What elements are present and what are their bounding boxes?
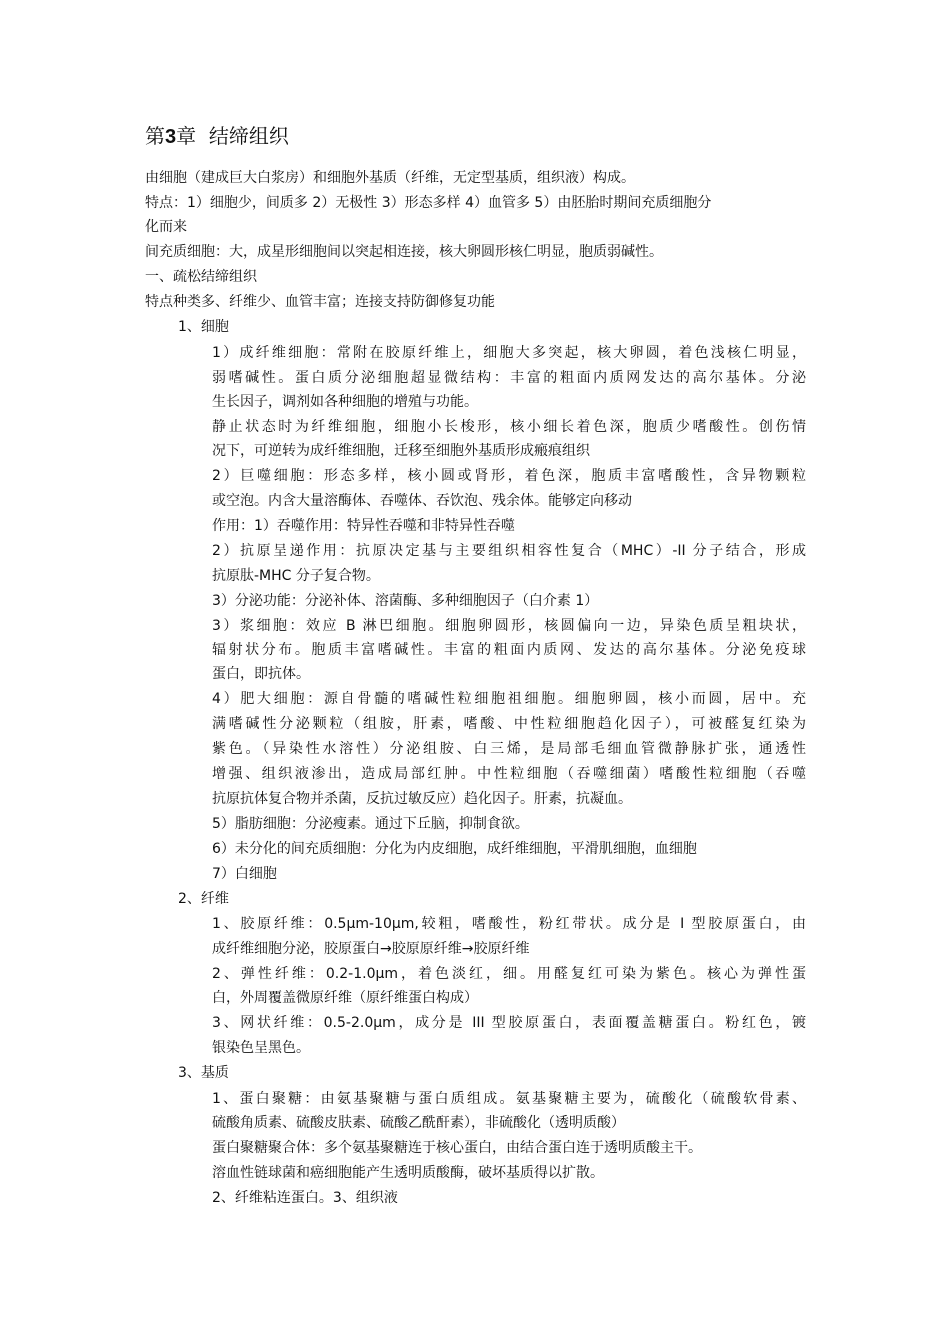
text-line: 况下，可逆转为成纤维细胞，迁移至细胞外基质形成瘢痕组织	[212, 443, 590, 459]
chapter-prefix: 第	[145, 124, 165, 148]
text-line: 辐射状分布。胞质丰富嗜碱性。丰富的粗面内质网、发达的高尔基体。分泌免疫球	[212, 642, 806, 658]
text-line: 静止状态时为纤维细胞，细胞小长梭形，核小细长着色深，胞质少嗜酸性。创伤情	[212, 419, 806, 435]
text-line: 弱嗜碱性。蛋白质分泌细胞超显微结构：丰富的粗面内质网发达的高尔基体。分泌	[212, 370, 806, 386]
text-line: 2、纤维粘连蛋白。3、组织液	[212, 1190, 398, 1206]
text-line: 1、胶原纤维：0.5μm-10μm,较粗，嗜酸性，粉红带状。成分是 I 型胶原蛋白，由	[212, 916, 806, 932]
text-line: 白，外周覆盖微原纤维（原纤维蛋白构成）	[212, 990, 478, 1006]
features-line: 特点：1）细胞少，间质多 2）无极性 3）形态多样 4）血管多 5）由胚胎时期间充质细胞分	[145, 195, 712, 211]
features-line-cont: 化而来	[145, 219, 187, 235]
text-line: 硫酸角质素、硫酸皮肤素、硫酸乙酰酐素），非硫酸化（透明质酸）	[212, 1115, 625, 1131]
text-line: 紫色。（异染性水溶性）分泌组胺、白三烯，是局部毛细血管微静脉扩张，通透性	[212, 741, 806, 757]
chapter-name: 结缔组织	[208, 124, 289, 148]
text-line: 1、蛋白聚糖：由氨基聚糖与蛋白质组成。氨基聚糖主要为，硫酸化（硫酸软骨素、	[212, 1091, 806, 1107]
section-features: 特点种类多、纤维少、血管丰富；连接支持防御修复功能	[145, 294, 495, 310]
text-line: 4）肥大细胞：源自骨髓的嗜碱性粒细胞祖细胞。细胞卵圆，核小而圆，居中。充	[212, 691, 806, 707]
text-line: 满嗜碱性分泌颗粒（组胺，肝素，嗜酸、中性粒细胞趋化因子），可被醛复红染为	[212, 716, 806, 732]
text-line: 2）巨噬细胞：形态多样，核小圆或肾形，着色深，胞质丰富嗜酸性，含异物颗粒	[212, 468, 806, 484]
text-line: 蛋白聚糖聚合体：多个氨基聚糖连于核心蛋白，由结合蛋白连于透明质酸主干。	[212, 1140, 702, 1156]
text-line: 或空泡。内含大量溶酶体、吞噬体、吞饮泡、残余体。能够定向移动	[212, 493, 632, 509]
text-line: 2）抗原呈递作用：抗原决定基与主要组织相容性复合（MHC）-II 分子结合，形成	[212, 543, 806, 559]
text-line: 抗原抗体复合物并杀菌，反抗过敏反应）趋化因子。肝素，抗凝血。	[212, 791, 632, 807]
text-line: 银染色呈黑色。	[212, 1040, 310, 1056]
text-line: 3）分泌功能：分泌补体、溶菌酶、多种细胞因子（白介素 1）	[212, 593, 599, 609]
subsection-fibers: 2、纤维	[178, 891, 229, 907]
chapter-title	[145, 122, 289, 151]
text-line: 7）白细胞	[212, 866, 277, 882]
text-line: 抗原肽-MHC 分子复合物。	[212, 568, 380, 584]
text-line: 3、网状纤维：0.5-2.0μm，成分是 III 型胶原蛋白，表面覆盖糖蛋白。粉红色，镀	[212, 1015, 806, 1031]
text-line: 蛋白，即抗体。	[212, 666, 310, 682]
text-line: 溶血性链球菌和癌细胞能产生透明质酸酶，破坏基质得以扩散。	[212, 1165, 604, 1181]
subsection-matrix: 3、基质	[178, 1065, 229, 1081]
text-line: 3）浆细胞：效应 B 淋巴细胞。细胞卵圆形，核圆偏向一边，异染色质呈粗块状，	[212, 618, 806, 634]
text-line: 生长因子，调剂如各种细胞的增殖与功能。	[212, 394, 478, 410]
text-line: 成纤维细胞分泌，胶原蛋白→胶原原纤维→胶原纤维	[212, 941, 530, 957]
mesenchymal-line: 间充质细胞：大，成星形细胞间以突起相连接，核大卵圆形核仁明显，胞质弱碱性。	[145, 244, 663, 260]
text-line: 5）脂肪细胞：分泌瘦素。通过下丘脑，抑制食欲。	[212, 816, 529, 832]
text-line: 6）未分化的间充质细胞：分化为内皮细胞，成纤维细胞，平滑肌细胞，血细胞	[212, 841, 697, 857]
chapter-number: 3	[165, 126, 177, 148]
text-line: 1）成纤维细胞：常附在胶原纤维上，细胞大多突起，核大卵圆，着色浅核仁明显，	[212, 345, 806, 361]
subsection-cells: 1、细胞	[178, 319, 229, 335]
text-line: 作用：1）吞噬作用：特异性吞噬和非特异性吞噬	[212, 518, 515, 534]
intro-line: 由细胞（建成巨大白浆房）和细胞外基质（纤维，无定型基质，组织液）构成。	[145, 170, 635, 186]
section-heading: 一、疏松结缔组织	[145, 269, 257, 285]
chapter-suffix: 章	[176, 124, 197, 148]
text-line: 增强、组织液渗出，造成局部红肿。中性粒细胞（吞噬细菌）嗜酸性粒细胞（吞噬	[212, 766, 806, 782]
text-line: 2、弹性纤维：0.2-1.0μm，着色淡红，细。用醛复红可染为紫色。核心为弹性蛋	[212, 966, 806, 982]
